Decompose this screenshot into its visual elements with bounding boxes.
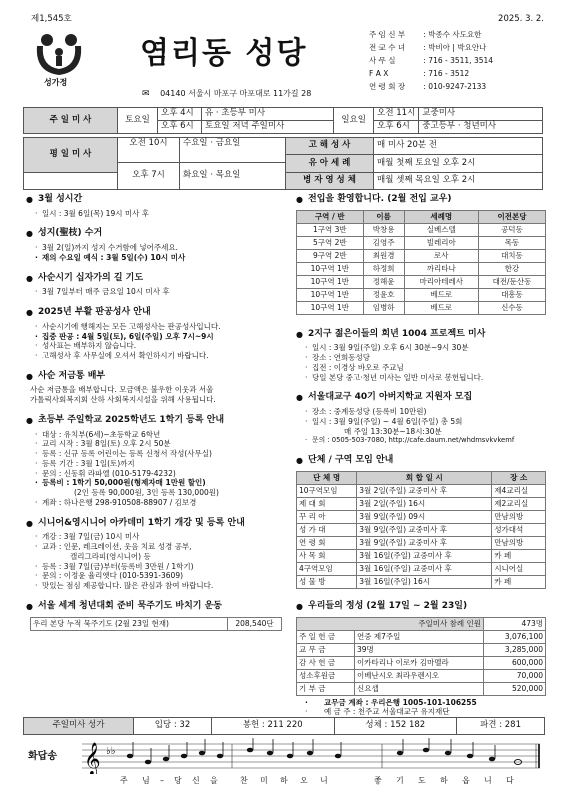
list-item: · 문의 : 신동휘 라파엘 (010-5179-4232) [26, 469, 288, 479]
paragraph-line: 사순 저금통을 배부합니다. 모금액은 불우한 이웃과 서울 [30, 385, 214, 395]
special-label: 병 자 영 성 체 [286, 173, 374, 190]
sunday-mass-label: 주 일 미 사 [24, 108, 118, 134]
mass-desc: 교중미사 [419, 108, 543, 121]
weekday-mass-label: 평 일 미 사 [24, 138, 118, 173]
table-row: 5구역 2반 김영주 빌레리아 목동 [297, 236, 546, 249]
table-row: 성 가 대 3월 9일(주일) 교중미사 후 성가대석 [297, 523, 546, 536]
table-header: 이전본당 [478, 210, 545, 223]
list-item: · 장소 : 연희동성당 [296, 353, 548, 363]
sunday-label: 일요일 [334, 108, 374, 134]
lyric-syllable: 도 [418, 776, 426, 785]
notice-lent-bank-title: ● 사순 저금통 배부 [26, 370, 106, 381]
hymn-offertory: 봉헌 : 211 220 [211, 718, 334, 735]
table-row: 기 부 금 신요셉 520,000 [297, 682, 546, 695]
lyric-syllable: 옵 [462, 776, 470, 785]
list-item: · 등록 기간 : 3월 1일(토)까지 [26, 459, 288, 469]
table-header: 세례명 [404, 210, 478, 223]
responsorial-label: 화답송 [28, 751, 57, 762]
list-item: · 3월 7일부터 매주 금요일 10시 미사 후 [26, 287, 288, 297]
table-row: 4구역모임 3월 16일(주일) 교중미사 후 시니어실 [297, 562, 546, 575]
table-row: 10구역 1반 하정희 까리타나 한강 [297, 262, 546, 275]
list-item: · 3월 2(일)까지 성지 수거함에 넣어주세요. [26, 243, 288, 253]
table-header: 회 합 일 시 [357, 471, 492, 484]
table-row: 10구역 1반 정윤호 베드로 대흥동 [297, 288, 546, 301]
list-item: · 사순시기에 행해지는 모든 고해성사는 판공성사입니다. [26, 322, 288, 332]
mass-time: 오전 10시 [118, 138, 180, 163]
special-label: 고 해 성 사 [286, 138, 374, 155]
list-item: · 등록 : 3월 7일(금)부터(등록비 3만원 / 1학기) [26, 562, 288, 572]
list-item-cont: 매 주일 13:30분~18시:30분 [344, 426, 442, 436]
list-item: · 일시 : 3월 6일(목) 19시 미사 후 [26, 209, 288, 219]
mass-desc: 화요일 · 목요일 [180, 163, 286, 190]
flat-icon: ♭♭ [106, 746, 116, 757]
music-notes [127, 738, 522, 765]
rosary-table [30, 617, 282, 631]
notice-confession-title: ● 2025년 부활 판공성사 안내 [26, 307, 151, 318]
table-header: 구역 / 반 [297, 210, 364, 223]
lyric-syllable: 니 [484, 776, 492, 785]
list-item: · 교과 : 인문, 레크레이션, 웃음 치료 성경 공부, [26, 542, 288, 552]
special-value: 매 미사 20분 전 [374, 138, 543, 155]
special-label: 유 아 세 례 [286, 155, 374, 173]
groups-table [296, 471, 546, 589]
account-holder: · 예 금 주 : 천주교 서울대교구 유지재단 [296, 707, 548, 717]
parish-logo [33, 32, 85, 76]
groups-title: ● 단체 / 구역 모임 안내 [296, 455, 394, 466]
list-item: · 대상 : 유치부(6세)~초등학교 6학년 [26, 430, 288, 440]
table-row: 성소후원금 이베난시오 최라우렌시오 70,000 [297, 669, 546, 682]
table-row: 성 물 방 3월 16일(주일) 16시 카 페 [297, 575, 546, 588]
hymn-dismissal: 파견 : 281 [457, 718, 545, 735]
table-row: 감 사 헌 금 이카타리나 이로카 김마멜라 600,000 [297, 656, 546, 669]
lyric-syllable: 하 [280, 776, 288, 785]
lyric-syllable: 당 [174, 776, 182, 785]
table-header: 단 체 명 [297, 471, 357, 484]
staff-row: · 전 교 수 녀 : 박비아 | 박요안나 [369, 43, 559, 56]
mail-icon: ✉ [142, 89, 150, 99]
table-row: 10구역 1반 임병하 베드로 신수동 [297, 301, 546, 314]
notice-senior-title: ● 시니어&영시니어 아카데미 1학기 개강 및 등록 안내 [26, 517, 245, 528]
mass-time: 오후 6시 [158, 121, 202, 134]
staff-row: · 연 령 회 장 : 010-9247-2133 [369, 82, 559, 95]
rosary-value: 208,540단 [228, 617, 282, 630]
lyric-syllable: 신 [192, 776, 200, 785]
mass-time: 오후 6시 [374, 121, 419, 134]
list-item: · 문의 : 이정윤 율리엣다 (010-5391-3609) [26, 571, 288, 581]
lyric-syllable: 주 [120, 776, 128, 785]
table-row: 주 일 헌 금 연중 제7주일 3,076,100 [297, 630, 546, 643]
lyric-syllable: 을 [210, 776, 218, 785]
parish-title: 염리동 성당 [140, 36, 308, 71]
list-item: · 교리 시작 : 3월 8일(토) 오후 2시 50분 [26, 439, 288, 449]
lyric-syllable: 기 [396, 776, 404, 785]
table-row: 1구역 3반 박창용 실베스텔 공덕동 [297, 223, 546, 236]
table-row: 연 령 회 3월 9일(주일) 교중미사 후 만남의방 [297, 536, 546, 549]
issue-number: 제1,545호 [31, 14, 72, 24]
mass-desc: 수요일 · 금요일 [180, 138, 286, 163]
table-header: 이름 [363, 210, 404, 223]
list-item: · 성사표는 배부하지 않습니다. [26, 341, 288, 351]
table-row: 꾸 리 아 3월 9일(주일) 09시 만남의방 [297, 510, 546, 523]
table-row: 9구역 2반 최원경 로사 대치동 [297, 249, 546, 262]
youth-mass-title: ● 2지구 젊은이들의 희년 1004 프로젝트 미사 [296, 328, 486, 339]
table-row: 10구역모임 3월 2일(주일) 교중미사 후 제4교리실 [297, 484, 546, 497]
list-item: · 등록비 : 1학기 50,000원(형제자매 1만원 할인) [26, 478, 288, 488]
staff-row: · 사 무 실 : 716 - 3511, 3514 [369, 56, 559, 69]
lyric-syllable: 오 [300, 776, 308, 785]
list-item: · 개강 : 3월 7일(금) 10시 미사 [26, 532, 288, 542]
list-item: · 당일 본당 중고·청년 미사는 일반 미사로 봉헌됩니다. [296, 373, 548, 383]
lyric-syllable: 니 [320, 776, 328, 785]
account-line: · 교무금 계좌 : 우리은행 1005-101-106255 [296, 698, 548, 708]
mass-time: 오후 7시 [118, 163, 180, 190]
table-row: 제 대 회 3월 2일(주일) 16시 제2교리실 [297, 497, 546, 510]
hymn-lyrics [120, 776, 540, 786]
welcome-title: ● 전입을 환영합니다. (2월 전입 교우) [296, 194, 452, 204]
list-item: · 재의 수요일 예식 : 3월 5일(수) 10시 미사 [26, 253, 288, 263]
paragraph-line: 가톨릭사회복지회 산하 사회복지시설을 위해 사용됩니다. [30, 395, 216, 405]
table-row: 교 무 금 39명 3,285,000 [297, 643, 546, 656]
list-item: · 등록 : 신규 등록 어린이는 등록 신청서 작성(사무실) [26, 449, 288, 459]
lyric-syllable: 하 [440, 776, 448, 785]
attendance-value: 473명 [484, 617, 546, 630]
saturday-label: 토요일 [118, 108, 158, 134]
notice-rosary-title: ● 서울 세계 청년대회 준비 묵주기도 바치기 운동 [26, 600, 222, 611]
mass-schedule-table [23, 107, 543, 134]
mass-desc: 토요일 저녁 주일미사 [202, 121, 334, 134]
table-row: 10구역 1반 정해윤 마리아테레사 대전/둔산동 [297, 275, 546, 288]
holy-family-icon [33, 32, 85, 76]
logo-caption: 성가정 [44, 78, 68, 87]
mass-time: 오전 11시 [374, 108, 419, 121]
notice-stations-title: ● 사순시기 십자가의 길 기도 [26, 272, 144, 283]
list-item: · 일시 : 3월 9일(주일) 오후 6시 30분~9시 30분 [296, 343, 548, 353]
list-item: · 장소 : 중계동성당 (등록비 10만원) [296, 407, 548, 417]
address-line: ✉ 04140 서울시 마포구 마포대로 11가길 28 [142, 89, 312, 99]
lyric-syllable: 찬 [240, 776, 248, 785]
finance-title: ● 우리들의 정성 (2월 17일 ~ 2월 23일) [296, 600, 468, 611]
welcome-table [296, 210, 546, 315]
list-item: · 집중 판공 : 4월 5일(토), 6일(주일) 오후 7시~9시 [26, 332, 288, 342]
father-school-title: ● 서울대교구 40기 아버지학교 지원자 모집 [296, 392, 473, 403]
hymn-entrance: 입당 : 32 [134, 718, 212, 735]
lyric-syllable: 미 [260, 776, 268, 785]
lyric-syllable: 좋 [374, 776, 382, 785]
lyric-syllable: 님 [142, 776, 150, 785]
left-column [26, 194, 288, 631]
table-header: 장 소 [492, 471, 546, 484]
mass-desc: 중고등부 · 청년미사 [419, 121, 543, 134]
staff-row: · F A X : 716 - 3512 [369, 69, 559, 82]
notice-holy-hour-title: ● 3월 성시간 [26, 194, 83, 204]
special-value: 매월 셋째 목요일 오후 2시 [374, 173, 543, 190]
notice-palm-title: ● 성지(聖枝) 수거 [26, 228, 103, 239]
lyric-syllable: – [160, 776, 164, 785]
special-value: 매월 첫째 토요일 오후 2시 [374, 155, 543, 173]
list-item: · 고해성사 후 사무실에 오셔서 확인하시기 바랍니다. [26, 351, 288, 361]
staff-list [369, 30, 559, 95]
list-item: · 맛있는 점심 제공합니다. 많은 관심과 참여 바랍니다. [26, 581, 288, 591]
mass-time: 오후 4시 [158, 108, 202, 121]
lyric-syllable: 다 [506, 776, 514, 785]
hymn-numbers-table [23, 717, 545, 735]
rosary-label: 우리 본당 누적 묵주기도 (2월 23일 현재) [31, 617, 228, 630]
table-row: 사 목 회 3월 16일(주일) 교중미사 후 카 페 [297, 549, 546, 562]
treble-clef-icon: 𝄞 [84, 742, 101, 774]
finance-table [296, 617, 546, 696]
list-item: · 계좌 : 하나은행 298-910508-88907 / 김보경 [26, 498, 288, 508]
staff-row: · 주 임 신 부 : 박종수 사도요한 [369, 30, 559, 43]
right-column [296, 194, 548, 717]
music-staff [82, 738, 542, 774]
weekday-mass-table [23, 137, 543, 190]
list-item-cont: 캘리그라피(영시니어) 등 [70, 551, 151, 561]
hymn-communion: 성체 : 152 182 [334, 718, 457, 735]
mass-desc: 유 · 초등부 미사 [202, 108, 334, 121]
list-item: · 일시 : 3월 9일(주일) ~ 4월 6일(주일) 총 5회 [296, 417, 548, 427]
list-item-cont: (2인 등록 90,000원, 3인 등록 130,000원) [74, 488, 219, 498]
attendance-label: 주일미사 참례 인원 [297, 617, 484, 630]
list-item: · 집전 : 이경상 바오로 주교님 [296, 363, 548, 373]
hymn-label: 주일미사 성가 [24, 718, 134, 735]
issue-date: 2025. 3. 2. [498, 14, 544, 24]
notice-sunday-school-title: ● 초등부 주일학교 2025학년도 1학기 등록 안내 [26, 414, 225, 425]
list-item: · 문의 : 0505-503-7080, http://cafe.daum.net/whdmsvkvkemf [296, 436, 548, 445]
